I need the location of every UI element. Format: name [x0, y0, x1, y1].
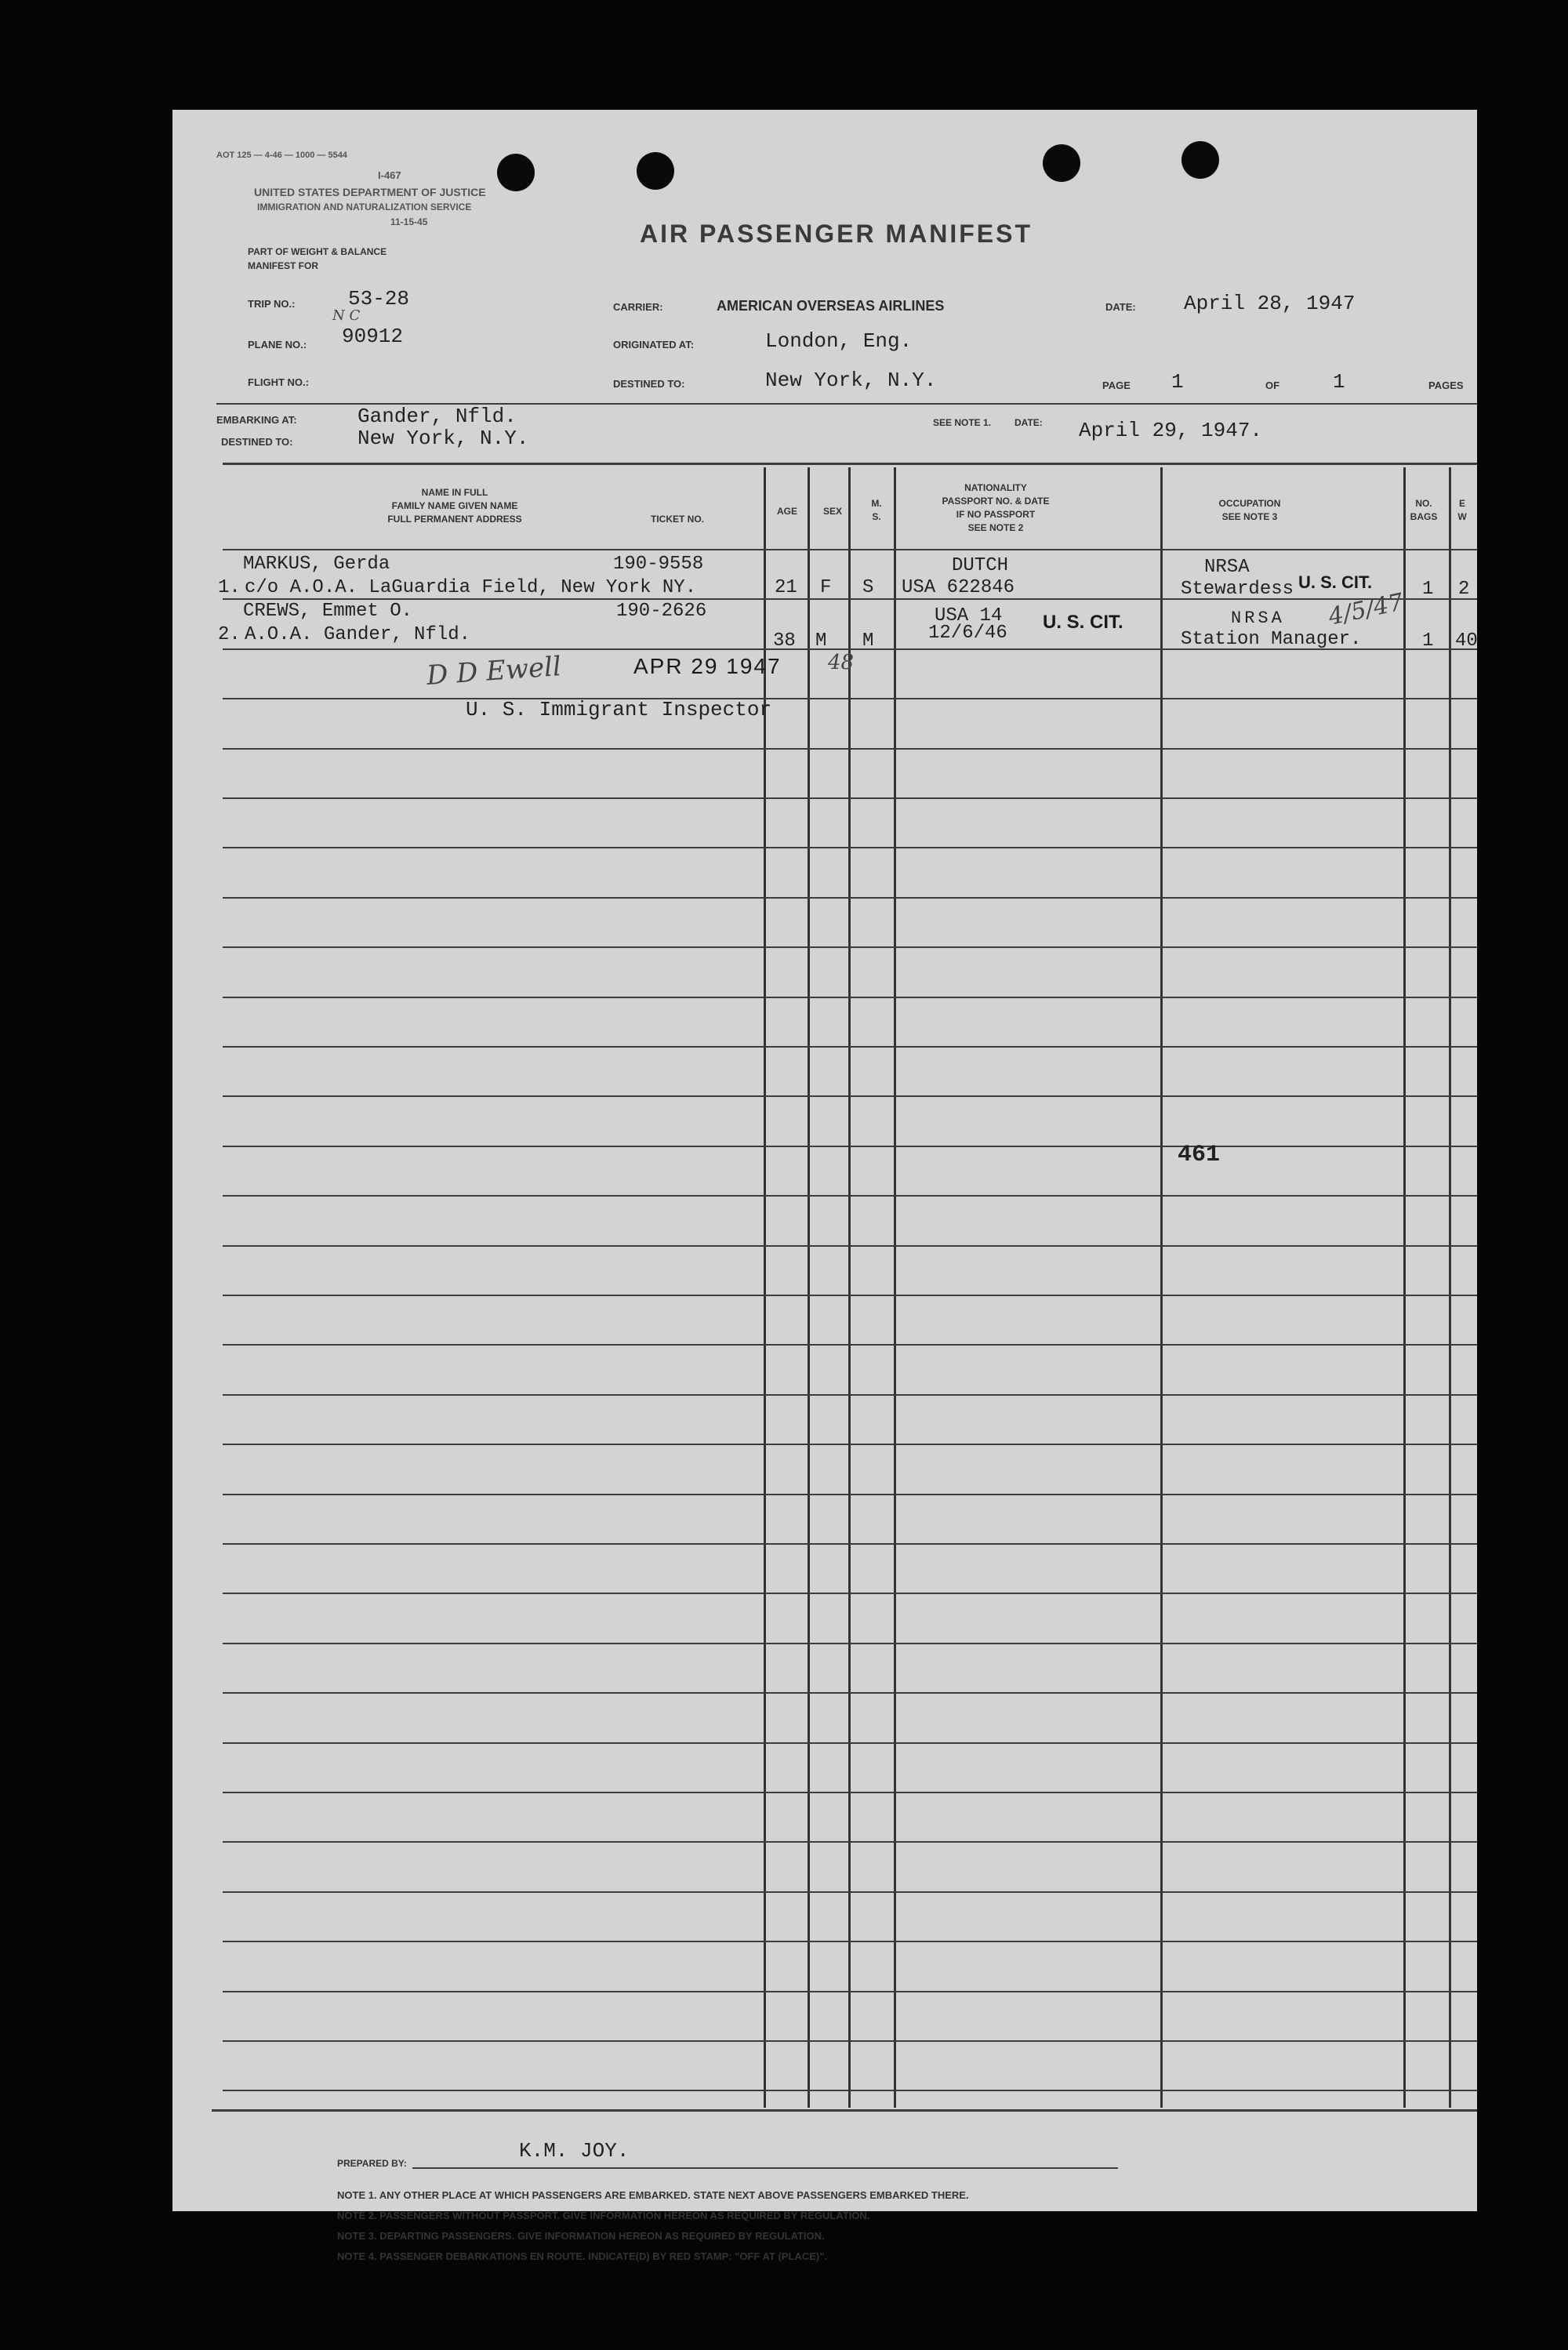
table-row-line	[223, 1394, 1477, 1396]
prepared-line	[412, 2167, 1118, 2169]
flight-label: FLIGHT NO.:	[248, 376, 309, 388]
table-top-border	[223, 463, 1477, 465]
table-row-line	[223, 1444, 1477, 1445]
table-row-line	[223, 1792, 1477, 1793]
passenger-occupation-status: NRSA	[1231, 608, 1285, 628]
passenger-ticket: 190-9558	[613, 554, 704, 575]
table-bottom-border	[212, 2109, 1477, 2112]
table-row-line	[223, 1593, 1477, 1594]
column-divider	[808, 467, 810, 2108]
table-row-line	[223, 1941, 1477, 1942]
passenger-age: 21	[775, 577, 797, 598]
passenger-age: 38	[773, 630, 796, 652]
handwritten-date: 4/5/47	[1326, 588, 1406, 631]
passenger-occupation: Stewardess	[1181, 579, 1294, 600]
passenger-bags: 1	[1422, 579, 1434, 600]
originated-value: London, Eng.	[765, 329, 913, 353]
col-header-name: NAME IN FULL FAMILY NAME GIVEN NAME FULL PERMANENT ADDRESS	[387, 487, 522, 525]
table-row-line	[223, 797, 1477, 799]
table-row-line	[223, 1146, 1477, 1147]
department-name: UNITED STATES DEPARTMENT OF JUSTICE	[254, 186, 486, 198]
form-number: I-467	[378, 169, 401, 181]
table-row-line	[223, 946, 1477, 948]
row-number: 1.	[218, 577, 241, 598]
table-row-line	[223, 1991, 1477, 1992]
passenger-name: CREWS, Emmet O.	[243, 601, 413, 622]
table-row-line	[223, 1494, 1477, 1495]
table-row-line	[223, 1245, 1477, 1247]
page-label: PAGE	[1102, 380, 1131, 391]
part-of-label-1: PART OF WEIGHT & BALANCE	[248, 246, 387, 257]
table-row-line	[223, 549, 1477, 550]
trip-label: TRIP NO.:	[248, 298, 296, 310]
passenger-nationality: DUTCH	[952, 555, 1009, 576]
passenger-ticket: 190-2626	[616, 601, 707, 622]
passenger-bags: 1	[1422, 630, 1434, 652]
passenger-sex: M	[815, 630, 827, 652]
column-divider	[1403, 467, 1406, 2108]
plane-label: PLANE NO.:	[248, 339, 307, 351]
embarking-value: Gander, Nfld.	[358, 405, 517, 428]
column-divider	[1160, 467, 1163, 2108]
table-row-line	[223, 1195, 1477, 1197]
manifest-sheet	[172, 110, 1478, 2262]
embark-destined-value: New York, N.Y.	[358, 427, 529, 450]
service-name: IMMIGRATION AND NATURALIZATION SERVICE	[257, 202, 472, 212]
passenger-occupation-status: NRSA	[1204, 557, 1250, 578]
passenger-occupation: Station Manager.	[1181, 629, 1362, 650]
date-label: DATE:	[1105, 301, 1136, 313]
col-header-weight: E W	[1457, 498, 1467, 522]
punch-hole	[1043, 144, 1080, 182]
carrier-value: AMERICAN OVERSEAS AIRLINES	[717, 298, 945, 314]
col-header-ticket: TICKET NO.	[651, 514, 704, 525]
trip-value: 53-28	[348, 287, 410, 311]
table-row-line	[223, 897, 1477, 899]
table-row-line	[223, 1891, 1477, 1893]
table-row-line	[223, 1344, 1477, 1346]
see-note: SEE NOTE 1.	[933, 417, 992, 428]
inspector-title: U. S. Immigrant Inspector	[466, 698, 772, 721]
of-label: OF	[1265, 380, 1280, 391]
passenger-address: c/o A.O.A. LaGuardia Field, New York NY.	[245, 577, 697, 598]
plane-value: 90912	[342, 325, 404, 348]
table-row-line	[223, 1692, 1477, 1694]
table-row-line	[223, 997, 1477, 998]
date-value: April 28, 1947	[1184, 292, 1356, 315]
form-code: AOT 125 — 4-46 — 1000 — 5544	[216, 151, 347, 160]
page-title: AIR PASSENGER MANIFEST	[640, 220, 1033, 248]
embark-date-value: April 29, 1947.	[1079, 419, 1263, 442]
table-row-line	[223, 1643, 1477, 1644]
prepared-value: K.M. JOY.	[519, 2139, 630, 2163]
inspector-signature: D D Ewell	[425, 651, 563, 692]
passenger-weight: 2	[1458, 579, 1470, 600]
col-header-sex: SEX	[822, 506, 842, 517]
table-row-line	[223, 1295, 1477, 1296]
passenger-name: MARKUS, Gerda	[243, 554, 390, 575]
passenger-marital: M	[862, 630, 874, 652]
passenger-marital: S	[862, 577, 874, 598]
note-2: NOTE 2. PASSENGERS WITHOUT PASSPORT. GIVE INFORMATION HEREON AS REQUIRED BY REGULATION.	[337, 2210, 870, 2221]
table-row-line	[223, 847, 1477, 848]
citizen-stamp: U. S. CIT.	[1043, 612, 1123, 633]
page-value: 1	[1171, 370, 1184, 394]
table-row-line	[223, 748, 1477, 750]
column-divider	[1449, 467, 1451, 2108]
column-divider	[848, 467, 851, 2108]
part-of-label-2: MANIFEST FOR	[248, 260, 318, 271]
destined-label: DESTINED TO:	[613, 378, 685, 390]
destined-value: New York, N.Y.	[765, 369, 937, 392]
punch-hole	[637, 152, 674, 190]
table-row-line	[223, 1046, 1477, 1048]
table-row-line	[223, 1543, 1477, 1545]
pages-label: PAGES	[1428, 380, 1464, 391]
originated-label: ORIGINATED AT:	[613, 339, 695, 351]
column-divider	[894, 467, 896, 2108]
citizen-stamp: U. S. CIT.	[1298, 572, 1373, 592]
carrier-label: CARRIER:	[613, 301, 663, 313]
table-row-line	[223, 1841, 1477, 1843]
passenger-passport: 12/6/46	[928, 623, 1007, 644]
embarking-label: EMBARKING AT:	[216, 414, 297, 426]
embark-destined-label: DESTINED TO:	[221, 436, 293, 448]
passenger-nationality: USA 14	[935, 605, 1003, 627]
punch-hole	[1181, 141, 1219, 179]
col-header-age: AGE	[776, 506, 797, 517]
passenger-sex: F	[820, 577, 832, 598]
passenger-address: A.O.A. Gander, Nfld.	[245, 624, 471, 645]
prepared-label: PREPARED BY:	[337, 2158, 407, 2169]
table-row-line	[223, 1742, 1477, 1744]
col-header-nationality: NATIONALITY PASSPORT NO. & DATE IF NO PASSPORT SEE NOTE 2	[942, 482, 1050, 533]
of-value: 1	[1333, 370, 1345, 394]
punch-hole	[497, 154, 535, 191]
col-header-occupation: OCCUPATION SEE NOTE 3	[1218, 498, 1281, 522]
col-header-ms: M. S.	[871, 498, 882, 522]
form-date: 11-15-45	[390, 216, 428, 227]
table-row-line	[223, 1095, 1477, 1097]
embark-date-label: DATE:	[1014, 417, 1043, 428]
table-row-line	[223, 698, 1477, 699]
note-1: NOTE 1. ANY OTHER PLACE AT WHICH PASSENGERS ARE EMBARKED. STATE NEXT ABOVE PASSENGERS EMBARKED THERE.	[337, 2189, 969, 2201]
note-4: NOTE 4. PASSENGER DEBARKATIONS EN ROUTE. INDICATE(D) BY RED STAMP: "OFF AT (PLACE)".	[337, 2250, 828, 2262]
page-number-stamp: 461	[1178, 1142, 1221, 1168]
table-row-line	[223, 2090, 1477, 2091]
handwritten-mark: 48	[828, 651, 855, 674]
col-header-bags: NO. BAGS	[1410, 498, 1438, 522]
note-3: NOTE 3. DEPARTING PASSENGERS. GIVE INFORMATION HEREON AS REQUIRED BY REGULATION.	[337, 2230, 825, 2242]
passenger-passport: USA 622846	[902, 577, 1015, 598]
table-row-line	[223, 2040, 1477, 2042]
row-number: 2.	[218, 624, 241, 645]
plane-handwritten: N C	[332, 307, 361, 324]
passenger-weight: 40	[1455, 630, 1478, 652]
inspection-date-stamp: APR 29 1947	[633, 654, 782, 678]
